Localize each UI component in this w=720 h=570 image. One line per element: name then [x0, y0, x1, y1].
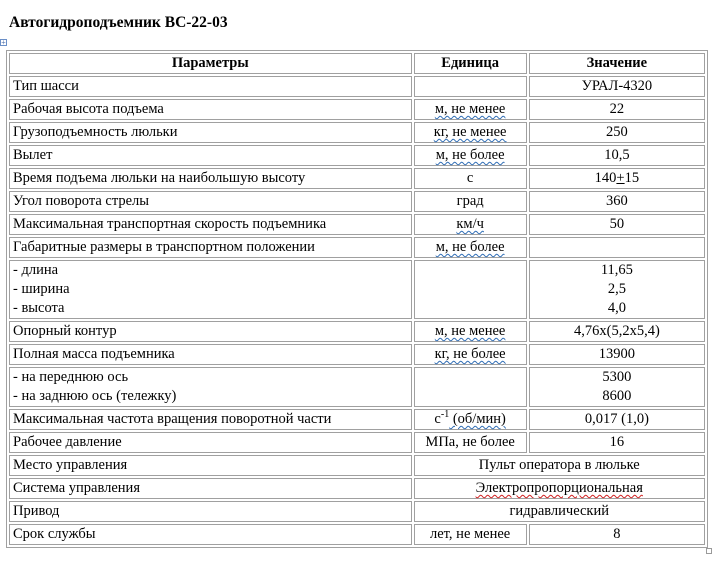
- row-unit: лет, не менее: [414, 524, 527, 545]
- row-param: Тип шасси: [9, 76, 412, 97]
- sub-value: 11,65: [600, 262, 633, 278]
- table-row: [9, 237, 705, 258]
- row-unit-text: кг, не менее: [433, 124, 507, 140]
- row-value: 22: [529, 99, 705, 120]
- row-unit: [414, 76, 527, 97]
- header-value: Значение: [529, 53, 705, 74]
- sub-param: - на заднюю ось (тележку): [13, 388, 177, 404]
- table-row: [9, 524, 705, 545]
- row-unit: [414, 99, 527, 120]
- row-param: Максимальная частота вращения поворотной части: [9, 409, 412, 430]
- row-value: [529, 237, 705, 258]
- sub-value: 4,0: [607, 300, 626, 316]
- table-row: [9, 122, 705, 143]
- table-row: [9, 214, 705, 235]
- row-param: Время подъема люльки на наибольшую высоту: [9, 168, 412, 189]
- unit-sup: -1: [440, 409, 450, 421]
- row-value: 10,5: [529, 145, 705, 166]
- row-value: 50: [529, 214, 705, 235]
- row-unit: [414, 122, 527, 143]
- table-row: [9, 501, 705, 522]
- row-param: Опорный контур: [9, 321, 412, 342]
- sub-param: - на переднюю ось: [13, 369, 129, 385]
- row-unit: МПа, не более: [414, 432, 527, 453]
- row-unit: [414, 344, 527, 365]
- row-value: 0,017 (1,0): [529, 409, 705, 430]
- header-unit: Единица: [414, 53, 527, 74]
- row-merged-value: Пульт оператора в люльке: [414, 455, 706, 476]
- row-unit-text: км/ч: [456, 216, 484, 232]
- row-value: [529, 260, 705, 319]
- row-param: Рабочее давление: [9, 432, 412, 453]
- value-tail: 15: [624, 170, 640, 186]
- row-unit: град: [414, 191, 527, 212]
- sub-value: 5300: [602, 369, 632, 385]
- sub-value: 8600: [602, 388, 632, 404]
- row-param: Срок службы: [9, 524, 412, 545]
- row-param: Рабочая высота подъема: [9, 99, 412, 120]
- row-unit: [414, 145, 527, 166]
- value-plus-minus: +: [616, 170, 625, 186]
- specs-table: [6, 50, 708, 548]
- row-param: Максимальная транспортная скорость подъемника: [9, 214, 412, 235]
- row-param: Угол поворота стрелы: [9, 191, 412, 212]
- table-row: [9, 432, 705, 453]
- table-row: [9, 478, 705, 499]
- row-unit: [414, 321, 527, 342]
- unit-pre: с: [434, 411, 441, 427]
- table-row: [9, 344, 705, 365]
- row-unit: [414, 409, 527, 430]
- table-row: [9, 409, 705, 430]
- row-value: [529, 367, 705, 407]
- sub-param: - ширина: [13, 281, 70, 297]
- row-unit-text: м, не менее: [434, 323, 506, 339]
- table-row: [9, 367, 705, 407]
- row-param: Система управления: [9, 478, 412, 499]
- table-row: [9, 168, 705, 189]
- row-param: Полная масса подъемника: [9, 344, 412, 365]
- row-merged-value: [414, 478, 706, 499]
- row-unit-text: м, не менее: [434, 101, 506, 117]
- row-value: 4,76х(5,2х5,4): [529, 321, 705, 342]
- row-param: [9, 260, 412, 319]
- table-row: [9, 260, 705, 319]
- row-unit: [414, 260, 527, 319]
- table-row: [9, 455, 705, 476]
- merged-value-text: Электропропорциональная: [475, 480, 643, 496]
- row-value: 360: [529, 191, 705, 212]
- row-value: УРАЛ-4320: [529, 76, 705, 97]
- unit-post: (об/мин): [449, 411, 506, 427]
- row-value: 8: [529, 524, 705, 545]
- row-value: 13900: [529, 344, 705, 365]
- table-row: [9, 76, 705, 97]
- row-unit: [414, 367, 527, 407]
- row-unit-text: м, не более: [435, 239, 505, 255]
- table-header-row: [9, 53, 705, 74]
- header-parameters: Параметры: [9, 53, 412, 74]
- row-merged-value: гидравлический: [414, 501, 706, 522]
- value-main: 140: [594, 170, 617, 186]
- table-move-handle-icon[interactable]: +: [1, 38, 6, 47]
- sub-value: 2,5: [607, 281, 626, 297]
- row-param: [9, 367, 412, 407]
- row-unit-text: кг, не более: [434, 346, 506, 362]
- table-row: [9, 191, 705, 212]
- row-unit-text: м, не более: [435, 147, 505, 163]
- row-value: 250: [529, 122, 705, 143]
- table-row: [9, 99, 705, 120]
- row-param: Привод: [9, 501, 412, 522]
- table-row: [9, 145, 705, 166]
- row-param: Грузоподъемность люльки: [9, 122, 412, 143]
- row-unit: [414, 237, 527, 258]
- sub-param: - высота: [13, 300, 65, 316]
- row-unit: с: [414, 168, 527, 189]
- row-value: 16: [529, 432, 705, 453]
- table-resize-handle-icon[interactable]: [706, 548, 712, 554]
- row-value: [529, 168, 705, 189]
- page-title: Автогидроподъемник ВС-22-03: [9, 14, 228, 31]
- row-param: Место управления: [9, 455, 412, 476]
- row-param: Габаритные размеры в транспортном положении: [9, 237, 412, 258]
- sub-param: - длина: [13, 262, 59, 278]
- table-row: [9, 321, 705, 342]
- row-param: Вылет: [9, 145, 412, 166]
- row-unit: [414, 214, 527, 235]
